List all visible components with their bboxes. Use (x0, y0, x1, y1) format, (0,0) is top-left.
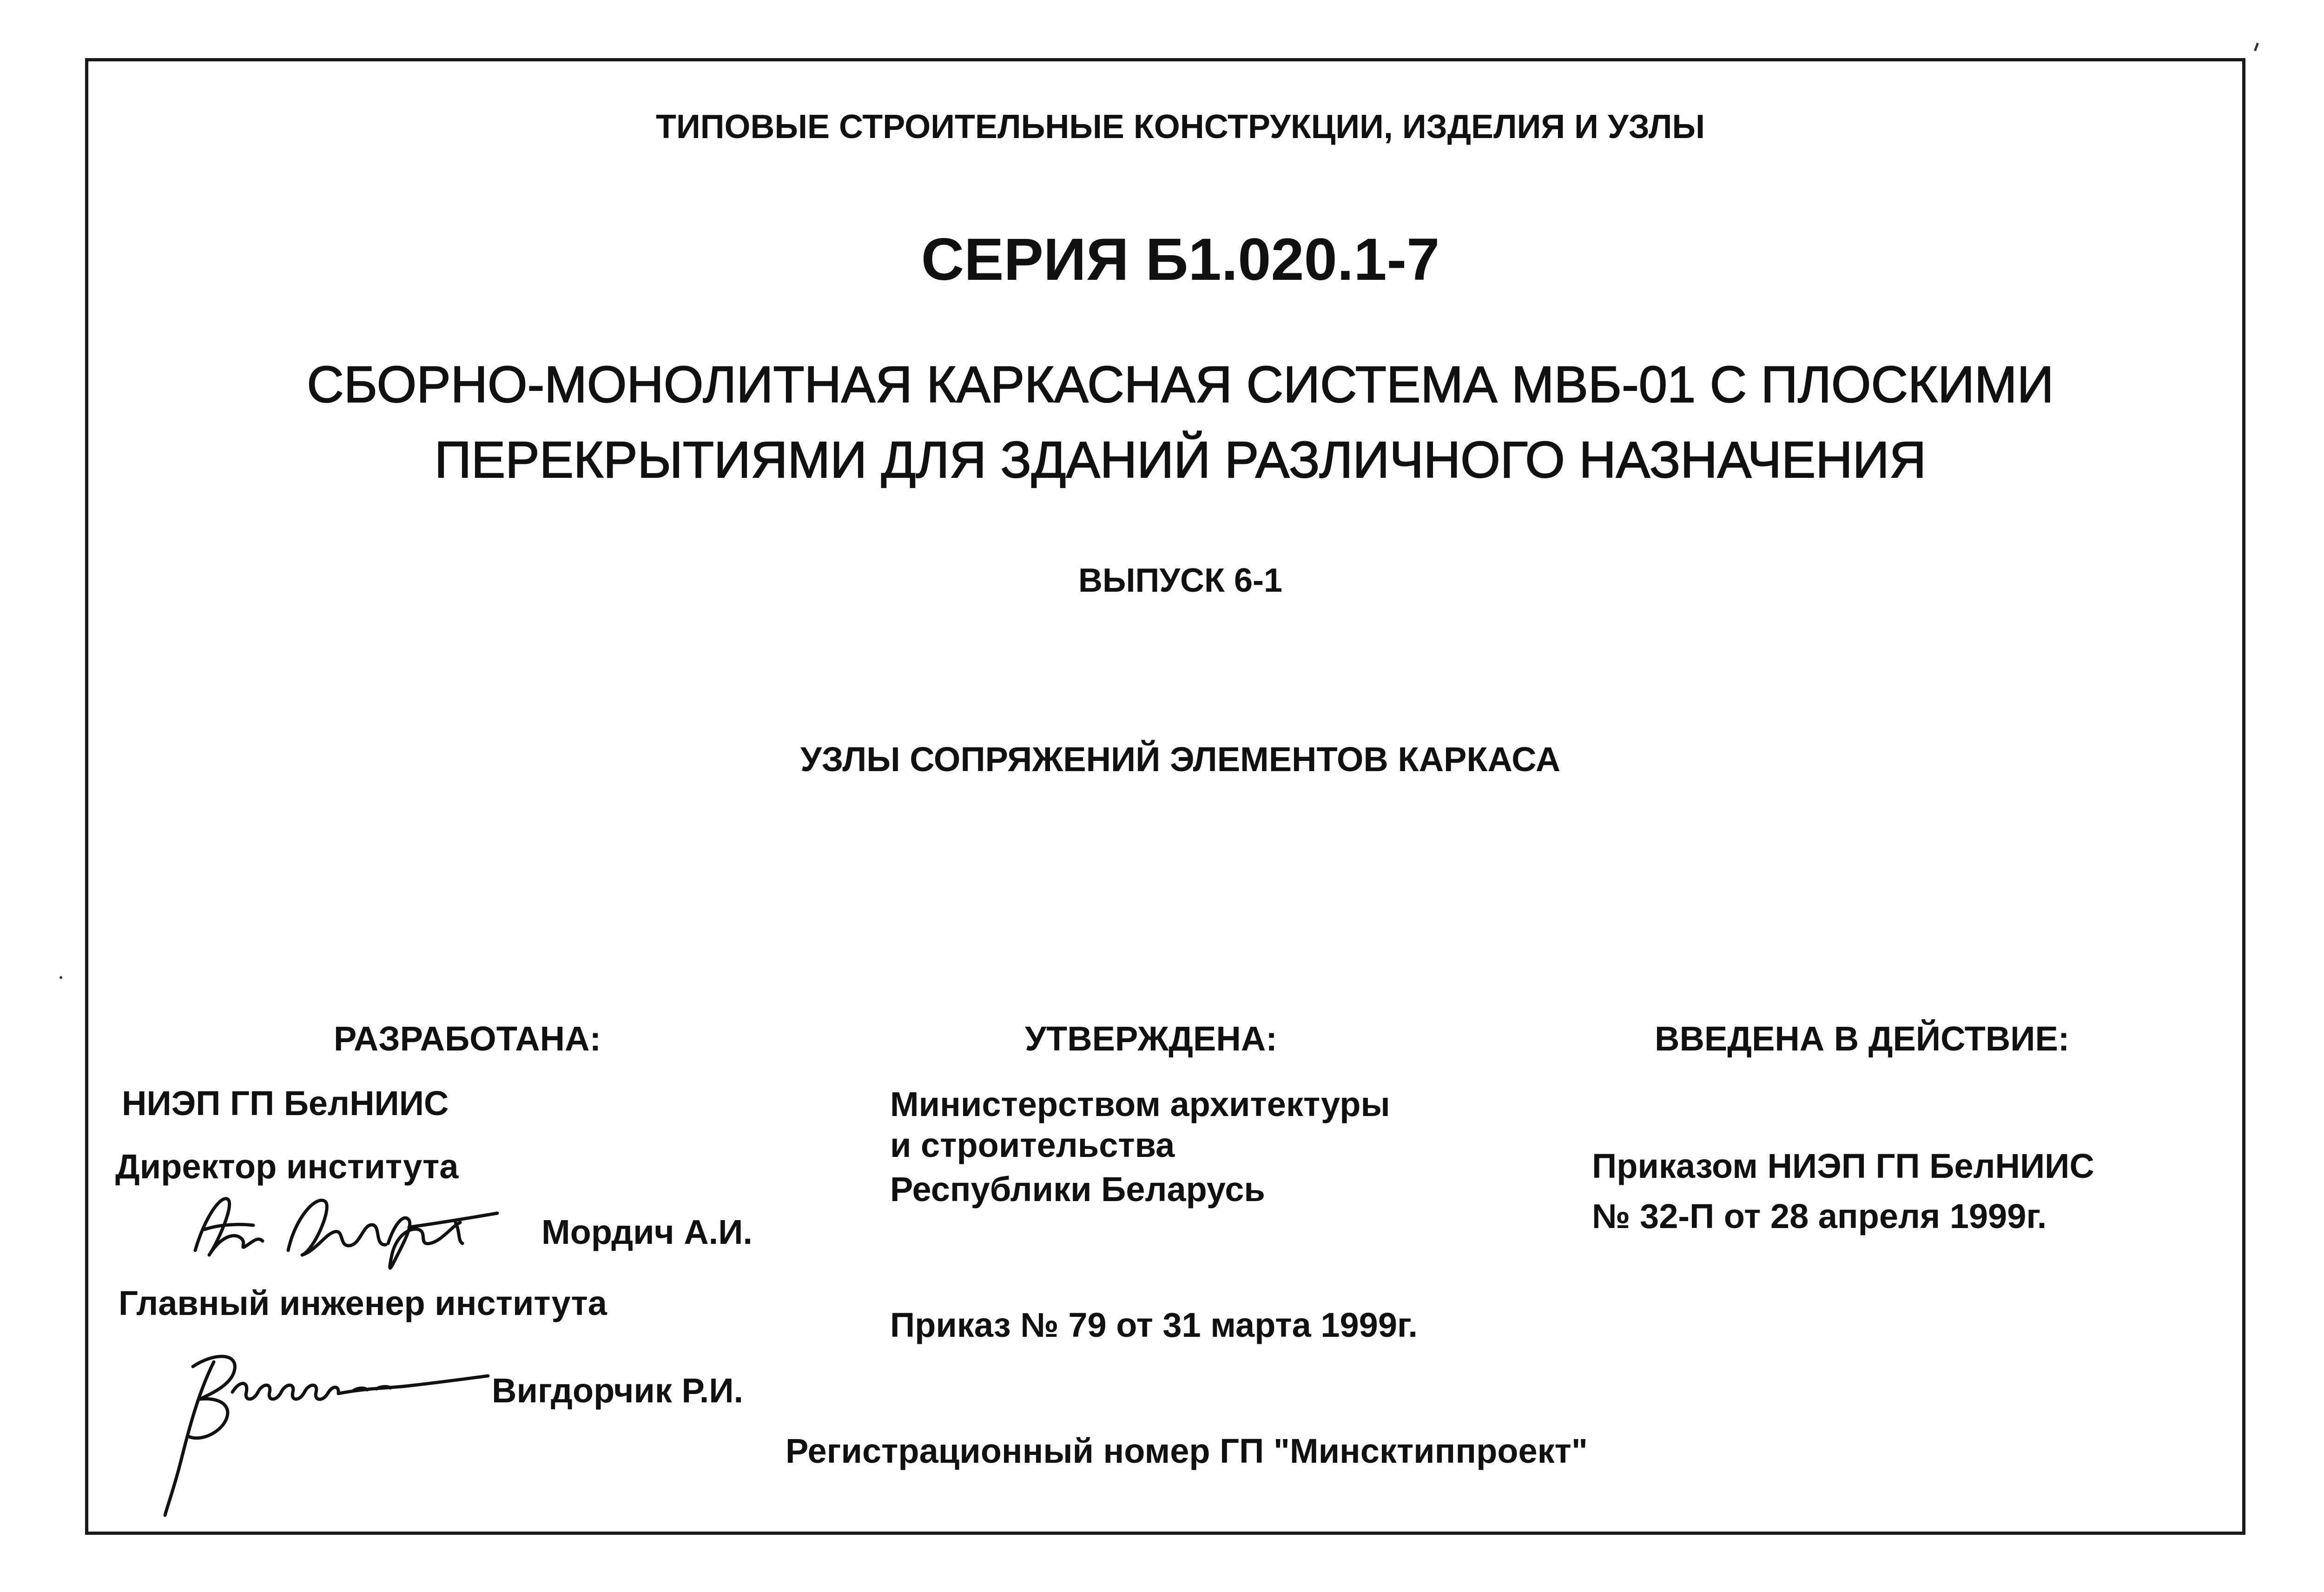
approval-order: Приказ № 79 от 31 марта 1999г. (890, 1306, 1418, 1344)
document-title-line-2: ПЕРЕКРЫТИЯМИ ДЛЯ ЗДАНИЙ РАЗЛИЧНОГО НАЗНАЧЕНИЯ (434, 431, 1927, 489)
chief-engineer-name: Вигдорчик Р.И. (492, 1371, 744, 1410)
scan-mark (2254, 43, 2259, 52)
subject-title: УЗЛЫ СОПРЯЖЕНИЙ ЭЛЕМЕНТОВ КАРКАСА (800, 740, 1561, 779)
director-name: Мордич А.И. (541, 1213, 753, 1251)
scan-mark (59, 976, 62, 979)
approved-by-line-1: Министерством архитектуры (890, 1085, 1390, 1123)
approved-heading: УТВЕРЖДЕНА: (1025, 1019, 1277, 1058)
director-signature (177, 1181, 502, 1278)
issue-number: ВЫПУСК 6-1 (1078, 562, 1283, 599)
registration-number: Регистрационный номер ГП "Минсктиппроект" (786, 1432, 1588, 1470)
developer-organization: НИЭП ГП БелНИИС (122, 1084, 449, 1123)
enacted-order-line-1: Приказом НИЭП ГП БелНИИС (1592, 1147, 2094, 1185)
approved-by-line-2: и строительства (890, 1126, 1175, 1164)
enacted-order-line-2: № 32-П от 28 апреля 1999г. (1592, 1197, 2047, 1235)
document-title-line-1: СБОРНО-МОНОЛИТНАЯ КАРКАСНАЯ СИСТЕМА МВБ-01 С ПЛОСКИМИ (307, 356, 2054, 413)
chief-engineer-title: Главный инженер института (119, 1284, 607, 1322)
director-title: Директор института (115, 1147, 459, 1186)
enacted-heading: ВВЕДЕНА В ДЕЙСТВИЕ: (1655, 1019, 2070, 1058)
approved-by-line-3: Республики Беларусь (890, 1170, 1265, 1209)
developed-heading: РАЗРАБОТАНА: (334, 1019, 601, 1058)
series-title: СЕРИЯ Б1.020.1-7 (921, 226, 1440, 293)
chief-engineer-signature (153, 1348, 497, 1520)
category-heading: ТИПОВЫЕ СТРОИТЕЛЬНЫЕ КОНСТРУКЦИИ, ИЗДЕЛИЯ И УЗЛЫ (656, 108, 1705, 145)
